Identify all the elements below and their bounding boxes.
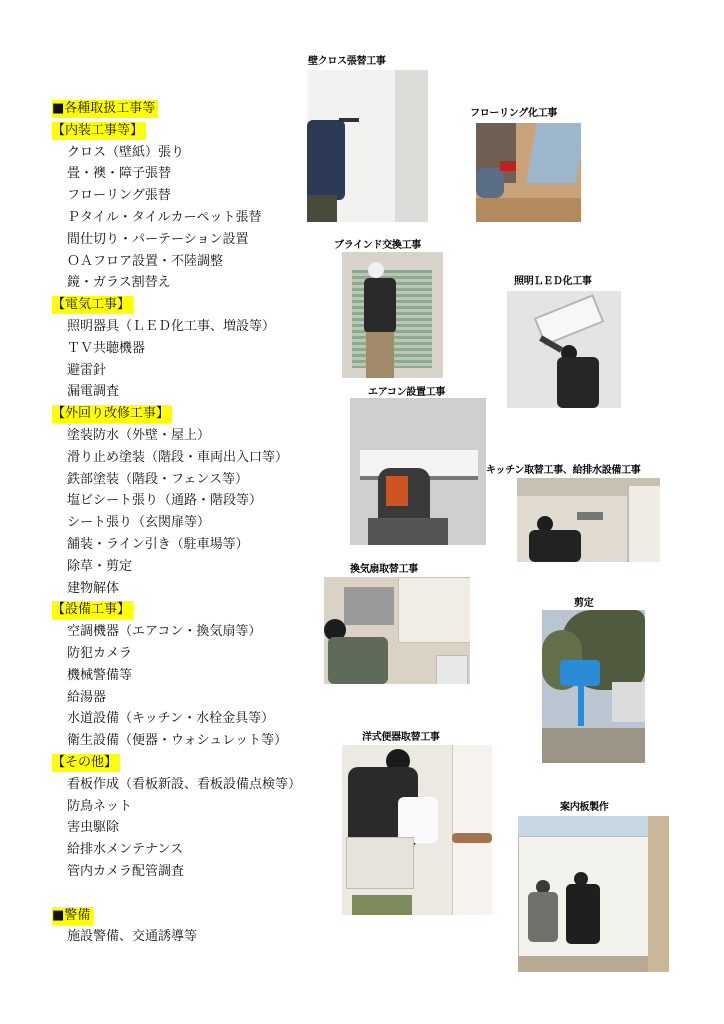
list-item: 畳・襖・障子張替 [67, 166, 172, 182]
list-item: ＯＡフロア設置・不陸調整 [67, 253, 224, 269]
photo-blind [342, 252, 443, 378]
caption-signboard: 案内板製作 [560, 802, 609, 813]
list-item: シート張り（玄関扉等） [67, 515, 211, 531]
heading-label: 【内装工事等】 [52, 122, 146, 140]
list-item: 給湯器 [67, 689, 107, 705]
list-item: 衛生設備（便器・ウォシュレット等） [67, 733, 288, 749]
caption-toilet: 洋式便器取替工事 [362, 732, 440, 743]
section-heading-equipment [52, 599, 342, 621]
list-item: 機械警備等 [67, 667, 133, 683]
caption-aircon: エアコン設置工事 [368, 387, 446, 398]
list-item: 給排水メンテナンス [67, 842, 183, 858]
section-heading-other [52, 752, 342, 774]
caption-kitchen: キッチン取替工事、給排水設備工事 [486, 465, 641, 476]
heading-label: ■警備 [52, 907, 93, 925]
section-heading-exterior [52, 403, 342, 425]
list-item: 鉄部塗装（階段・フェンス等） [67, 471, 248, 487]
section-heading-main [52, 98, 342, 120]
list-item: 照明器具（ＬＥＤ化工事、増設等） [67, 318, 276, 334]
list-item: 管内カメラ配管調査 [67, 863, 185, 879]
caption-blind: ブラインド交換工事 [334, 240, 421, 251]
photo-signboard [518, 816, 669, 972]
list-item: 空調機器（エアコン・換気扇等） [67, 624, 262, 640]
list-item: 害虫駆除 [67, 820, 120, 836]
list-item: 漏電調査 [67, 384, 120, 400]
photo-flooring [476, 123, 581, 222]
heading-label: 【その他】 [52, 754, 120, 772]
section-heading-electric [52, 294, 342, 316]
list-item: 防犯カメラ [67, 645, 133, 661]
photo-kitchen [517, 478, 660, 562]
heading-label: ■各種取扱工事等 [52, 100, 158, 118]
list-item: 鏡・ガラス割替え [67, 275, 171, 291]
list-item: 間仕切り・パーテーション設置 [67, 231, 249, 247]
photo-led [507, 291, 621, 408]
list-item: 看板作成（看板新設、看板設備点検等） [67, 776, 302, 792]
list-item: 施設警備、交通誘導等 [67, 929, 198, 945]
list-item: 水道設備（キッチン・水栓金具等） [67, 711, 275, 727]
caption-led: 照明ＬＥＤ化工事 [514, 276, 592, 287]
heading-label: 【外回り改修工事】 [52, 405, 172, 423]
list-item: 除草・剪定 [67, 558, 133, 574]
caption-fan: 換気扇取替工事 [350, 564, 418, 575]
photo-wall-cloth [307, 70, 428, 222]
list-item: 建物解体 [67, 580, 120, 596]
services-list [52, 98, 342, 948]
section-heading-security [52, 905, 342, 927]
list-item: 滑り止め塗装（階段・車両出入口等） [67, 449, 289, 465]
heading-label: 【設備工事】 [52, 601, 133, 619]
caption-flooring: フローリング化工事 [470, 108, 558, 119]
photo-pruning [542, 610, 645, 763]
list-item: クロス（壁紙）張り [67, 144, 185, 160]
list-item: 舗装・ライン引き（駐車場等） [67, 536, 249, 552]
caption-wall-cloth: 壁クロス張替工事 [308, 56, 386, 67]
list-item: ＴＶ共聴機器 [67, 340, 146, 356]
section-heading-interior [52, 120, 342, 142]
caption-pruning: 剪定 [574, 598, 594, 609]
list-item: 塗装防水（外壁・屋上） [67, 427, 211, 443]
list-item: 防鳥ネット [67, 798, 133, 814]
photo-fan [324, 577, 470, 684]
list-item: 塩ビシート張り（通路・階段等） [67, 493, 263, 509]
list-item: フローリング張替 [67, 188, 171, 204]
list-item: Ｐタイル・タイルカーペット張替 [67, 209, 262, 225]
photo-toilet [342, 745, 492, 915]
photo-aircon [350, 398, 486, 545]
heading-label: 【電気工事】 [52, 296, 133, 314]
list-item: 避雷針 [67, 362, 107, 378]
